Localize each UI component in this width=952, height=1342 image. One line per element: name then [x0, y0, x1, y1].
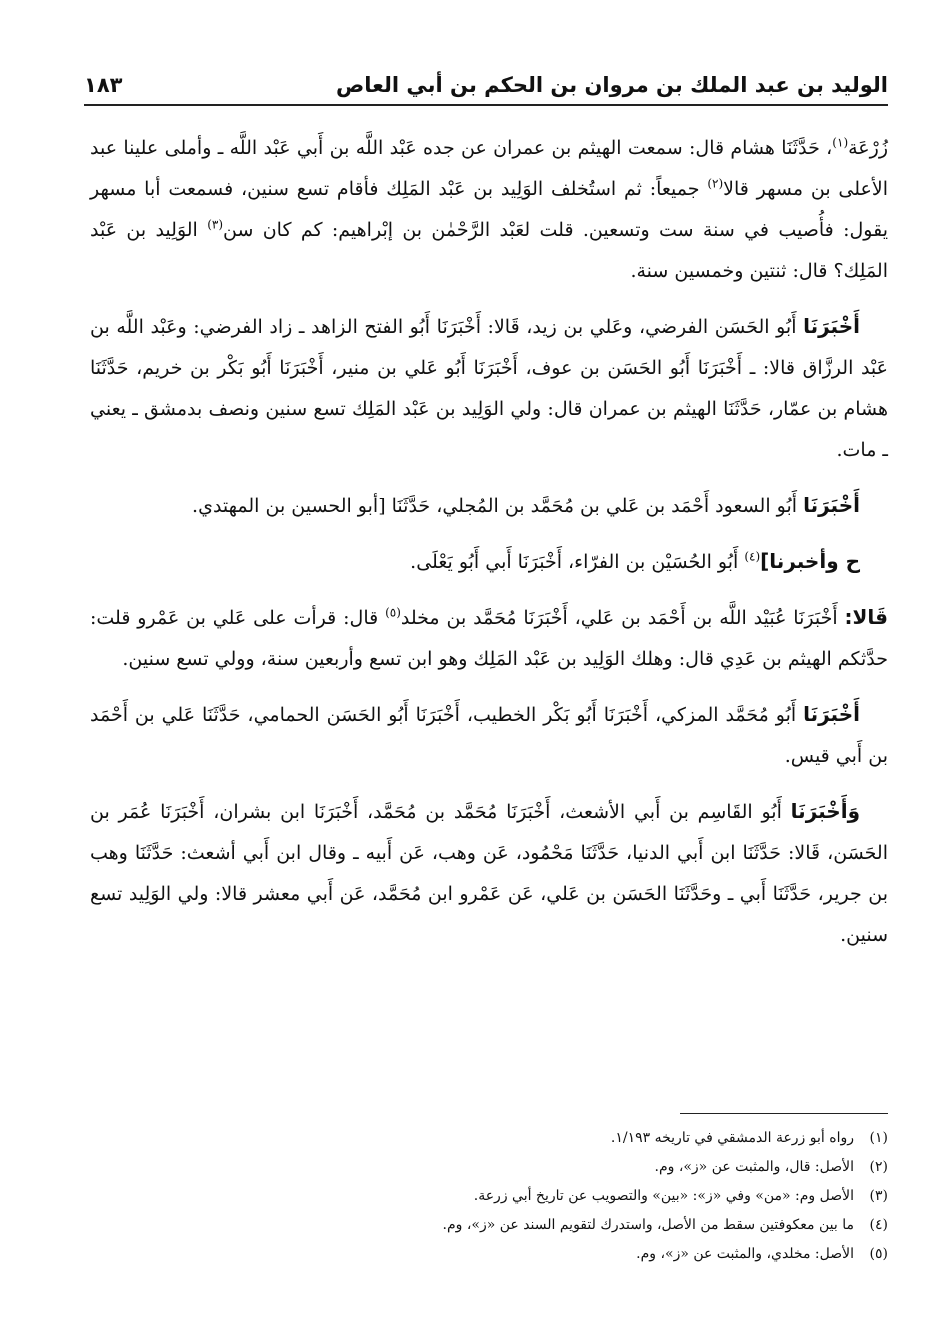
footnote-number: (٣) [869, 1188, 888, 1204]
paragraph-1-part-c: جميعاً: ثم استُخلف الوَلِيد بن عَبْد المَلِك فأقام تسع سنين، فسمعت أبا مسهر يقول: فأُصيب في سنة ست وتسعين. قلت لعَبْد الرَّحْمٰن بن إبْراهيم: كم كان سن [90, 178, 888, 241]
header-rule [84, 104, 888, 106]
footnote-text: رواه أبو زرعة الدمشقي في تاريخه ١/١٩٣. [610, 1130, 854, 1146]
paragraph-7-lead: وَأَخْبَرَنَا [790, 799, 860, 823]
footnote-ref-1: (١) [832, 135, 849, 150]
paragraph-1-part-d: الوَلِيد بن عَبْد المَلِك؟ قال: ثنتين وخمسين سنة. [90, 219, 888, 282]
paragraph-6-lead: أَخْبَرَنَا [803, 702, 860, 726]
paragraph-5-lead: قَالا: [844, 605, 888, 629]
footnote-number: (٤) [869, 1217, 888, 1233]
footnote-1 [90, 1124, 888, 1153]
footnote-2 [90, 1153, 888, 1182]
paragraph-3-text: أَبُو السعود أَحْمَد بن عَلي بن مُحَمَّد بن المُجلي، حَدَّثَنَا [أبو الحسين بن المهتدي. [192, 495, 804, 517]
paragraph-1 [90, 128, 888, 292]
footnote-3 [90, 1182, 888, 1211]
footnote-text: ما بين معكوفتين سقط من الأصل، واستدرك لتقويم السند عن «ز»، وم. [442, 1217, 854, 1233]
main-text [90, 128, 888, 970]
footnotes [90, 1124, 888, 1269]
paragraph-7-text: أَبُو القَاسِم بن أَبي الأشعث، أَخْبَرَنَا مُحَمَّد بن مُحَمَّد، أَخْبَرَنَا ابن بشران، أَخْبَرَنَا عُمَر بن الحَسَن، قَالا: حَدَّثَنَا ابن أَبي الدنيا، حَدَّثَنَا مَحْمُود، عَن وهب، عَن أَبيه ـ وقال ابن أَبي أشعث: حَدَّثَنَا وهب بن جرير، حَدَّثَنَا أَبي ـ وحَدَّثَنَا الحَسَن بن عَلي، عَن عَمْرو ابن مُحَمَّد، عَن أَبي معشر قالا: ولي الوَلِيد تسع سنين. [90, 801, 888, 946]
footnote-number: (١) [869, 1130, 888, 1146]
paragraph-2-lead: أَخْبَرَنَا [803, 314, 860, 338]
paragraph-4-lead: ح وأخبرنا] [760, 549, 860, 573]
paragraph-4-text: أَبُو الحُسَيْن بن الفرّاء، أَخْبَرَنَا أَبي أَبُو يَعْلَى. [410, 551, 745, 573]
paragraph-6 [90, 694, 888, 777]
paragraph-4 [90, 541, 888, 583]
paragraph-5-part-a: أَخْبَرَنَا عُبَيْد اللَّه بن أَحْمَد بن عَلي، أَخْبَرَنَا مُحَمَّد بن مخلد [400, 607, 845, 629]
footnote-ref-3: (٣) [207, 217, 224, 232]
paragraph-3-lead: أَخْبَرَنَا [803, 493, 860, 517]
footnote-number: (٥) [869, 1246, 888, 1262]
footnote-5 [90, 1240, 888, 1269]
paragraph-3 [90, 485, 888, 527]
page-header [84, 58, 888, 100]
footnote-ref-5: (٥) [385, 605, 401, 620]
footnote-text: الأصل: قال، والمثبت عن «ز»، وم. [654, 1159, 854, 1175]
paragraph-7 [90, 791, 888, 956]
paragraph-1-part-b: ، حَدَّثَنَا هشام قال: سمعت الهيثم بن عمران عن جده عَبْد اللَّه بن أَبي عَبْد اللَّه ـ وأملى علينا عبد الأعلى بن مسهر قالا [90, 137, 888, 200]
paragraph-2 [90, 306, 888, 471]
footnote-text: الأصل: مخلدي، والمثبت عن «ز»، وم. [636, 1246, 854, 1262]
footnote-ref-4: (٤) [744, 549, 761, 564]
paragraph-2-text: أَبُو الحَسَن الفرضي، وعَلي بن زيد، قَالا: أَخْبَرَنَا أَبُو الفتح الزاهد ـ زاد الفرضي: وعَبْد اللَّه بن عَبْد الرزَّاق قالا: ـ أَخْبَرَنَا أَبُو الحَسَن بن عوف، أَخْبَرَنَا أَبُو عَلي بن منير، أَخْبَرَنَا أَبُو بَكْر بن خريم، حَدَّثَنَا هشام بن عمّار، حَدَّثَنَا الهيثم بن عمران قال: ولي الوَلِيد بن عَبْد المَلِك تسع سنين ونصف بدمشق ـ يعني ـ مات. [90, 316, 888, 461]
footnote-number: (٢) [869, 1159, 888, 1175]
footnote-4 [90, 1211, 888, 1240]
footnote-rule [680, 1113, 888, 1114]
paragraph-5 [90, 597, 888, 680]
running-head: الوليد بن عبد الملك بن مروان بن الحكم بن أبي العاص [336, 73, 888, 97]
paragraph-5-part-b: قال: قرأت على عَلي بن عَمْرو قلت: حدَّثكم الهيثم بن عَدِي قال: وهلك الوَلِيد بن عَبْد المَلِك وهو ابن تسع وأربعين سنة، وولي تسع سنين. [90, 607, 888, 670]
page-number: ١٨٣ [84, 73, 123, 97]
footnote-text: الأصل وم: «من» وفي «ز»: «بين» والتصويب عن تاريخ أبي زرعة. [473, 1188, 854, 1204]
paragraph-1-part-a: زُرْعَة [848, 137, 888, 159]
footnote-ref-2: (٢) [707, 176, 724, 191]
paragraph-6-text: أَبُو مُحَمَّد المزكي، أَخْبَرَنَا أَبُو بَكْر الخطيب، أَخْبَرَنَا أَبُو الحَسَن الحمامي، حَدَّثَنَا عَلي بن أَحْمَد بن أَبي قيس. [90, 704, 888, 767]
